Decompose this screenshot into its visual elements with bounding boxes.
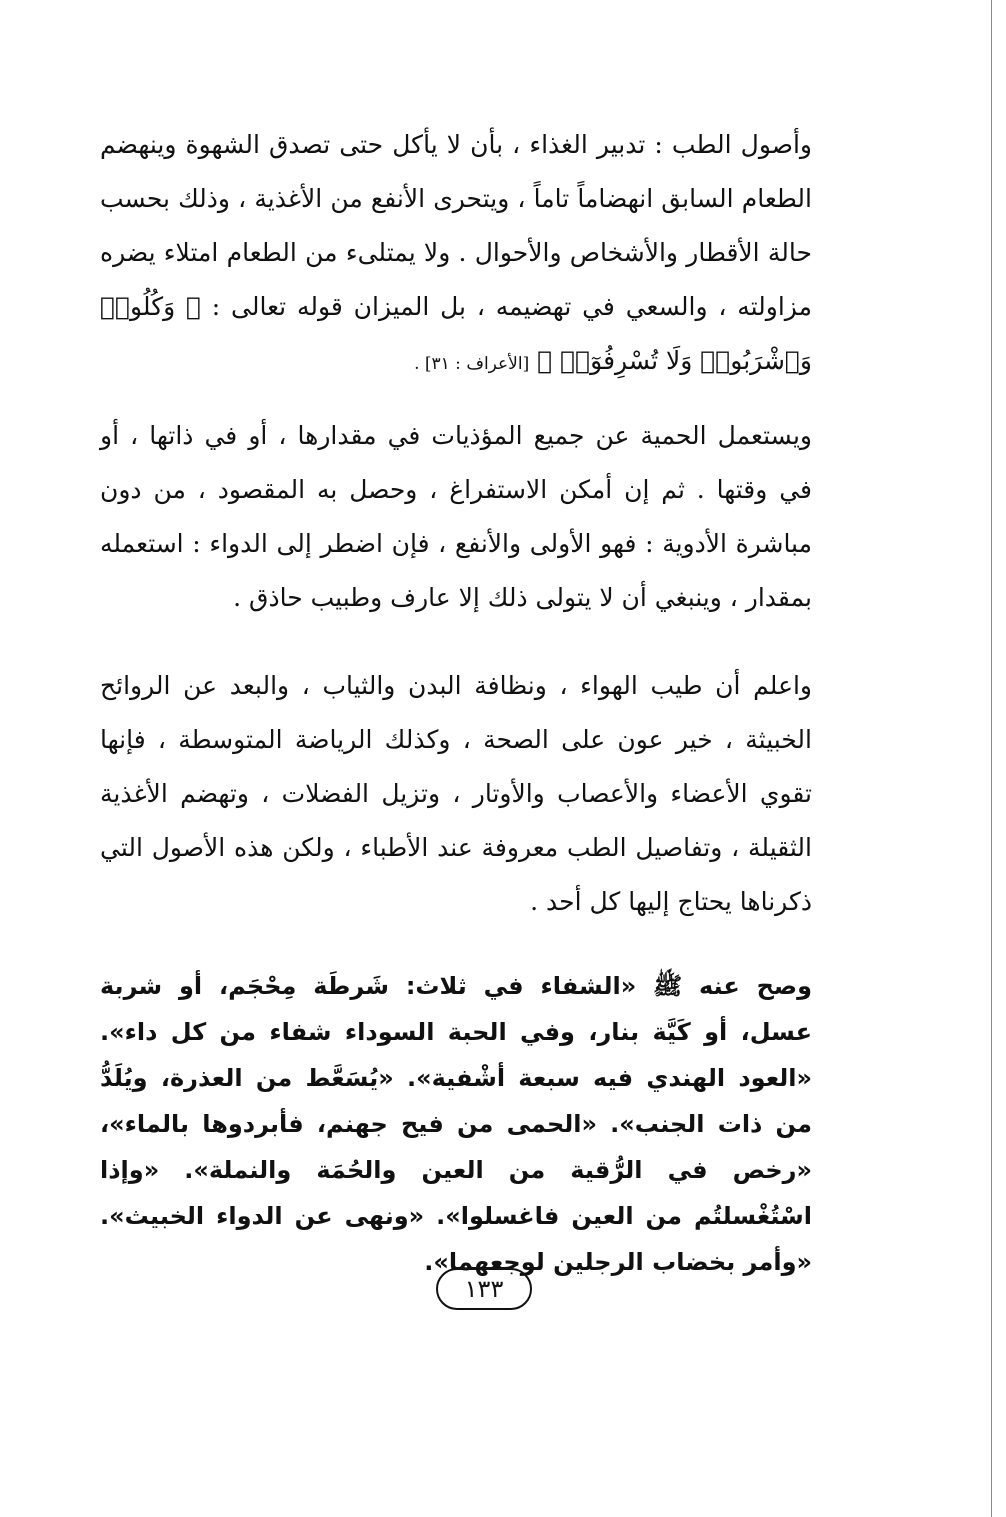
paragraph-hadith-remedies: وصح عنه ﷺ «الشفاء في ثلاث: شَرطَة مِحْجَم، أو شربة عسل، أو كَيَّة بنار، وفي الحبة السوداء شفاء من كل داء». «العود الهندي فيه سبعة أشْفية». «يُسَعَّط من العذرة، ويُلَدُّ من ذات الجنب». «الحمى من فيح جهنم، فأبردوها بالماء»، «رخص في الرُّقية من العين والحُمَة والنملة». «وإذا اسْتُغْسلتُم من العين فاغسلوا». «ونهى عن الدواء الخبيث». «وأمر بخضاب الرجلين لوجعهما». (100, 972, 812, 1276)
paragraph-hygiene-and-exercise: واعلم أن طيب الهواء ، ونظافة البدن والثياب ، والبعد عن الروائح الخبيثة ، خير عون على الصحة ، وكذلك الرياضة المتوسطة ، فإنها تقوي الأعضاء والأعصاب والأوتار ، وتزيل الفضلات ، وتهضم الأغذية الثقيلة ، وتفاصيل الطب معروفة عند الأطباء ، ولكن هذه الأصول التي ذكرناها يحتاج إليها كل أحد . (100, 671, 813, 916)
paragraph-text: وأصول الطب : تدبير الغذاء ، بأن لا يأكل حتى تصدق الشهوة وينهضم الطعام السابق انهضاماً تاماً ، ويتحرى الأنفع من الأغذية ، وذلك بحسب حالة الأقطار والأشخاص والأحوال . ولا يمتلىء من الطعام امتلاء يضره مزاولته ، والسعي في تهضيمه ، بل الميزان قوله تعالى : ﴿ وَكُلُوا۟ وَٱشْرَبُوا۟ وَلَا تُسْرِفُوٓا۟ ﴾ (100, 130, 812, 375)
page-body (100, 118, 812, 1319)
paragraph-medicine-principles (100, 118, 812, 391)
paragraph-diet-and-medication: ويستعمل الحمية عن جميع المؤذيات في مقدارها ، أو في ذاتها ، أو في وقتها . ثم إن أمكن الاستفراغ ، وحصل به المقصود ، من دون مباشرة الأدوية : فهو الأولى والأنفع ، فإن اضطر إلى الدواء : استعمله بمقدار ، وينبغي أن لا يتولى ذلك إلا عارف وطبيب حاذق . (100, 421, 812, 612)
page-number: ١٣٣ (436, 1268, 532, 1310)
page-edge-line (991, 0, 992, 1517)
quran-citation: [الأعراف : ٣١] . (414, 354, 530, 374)
